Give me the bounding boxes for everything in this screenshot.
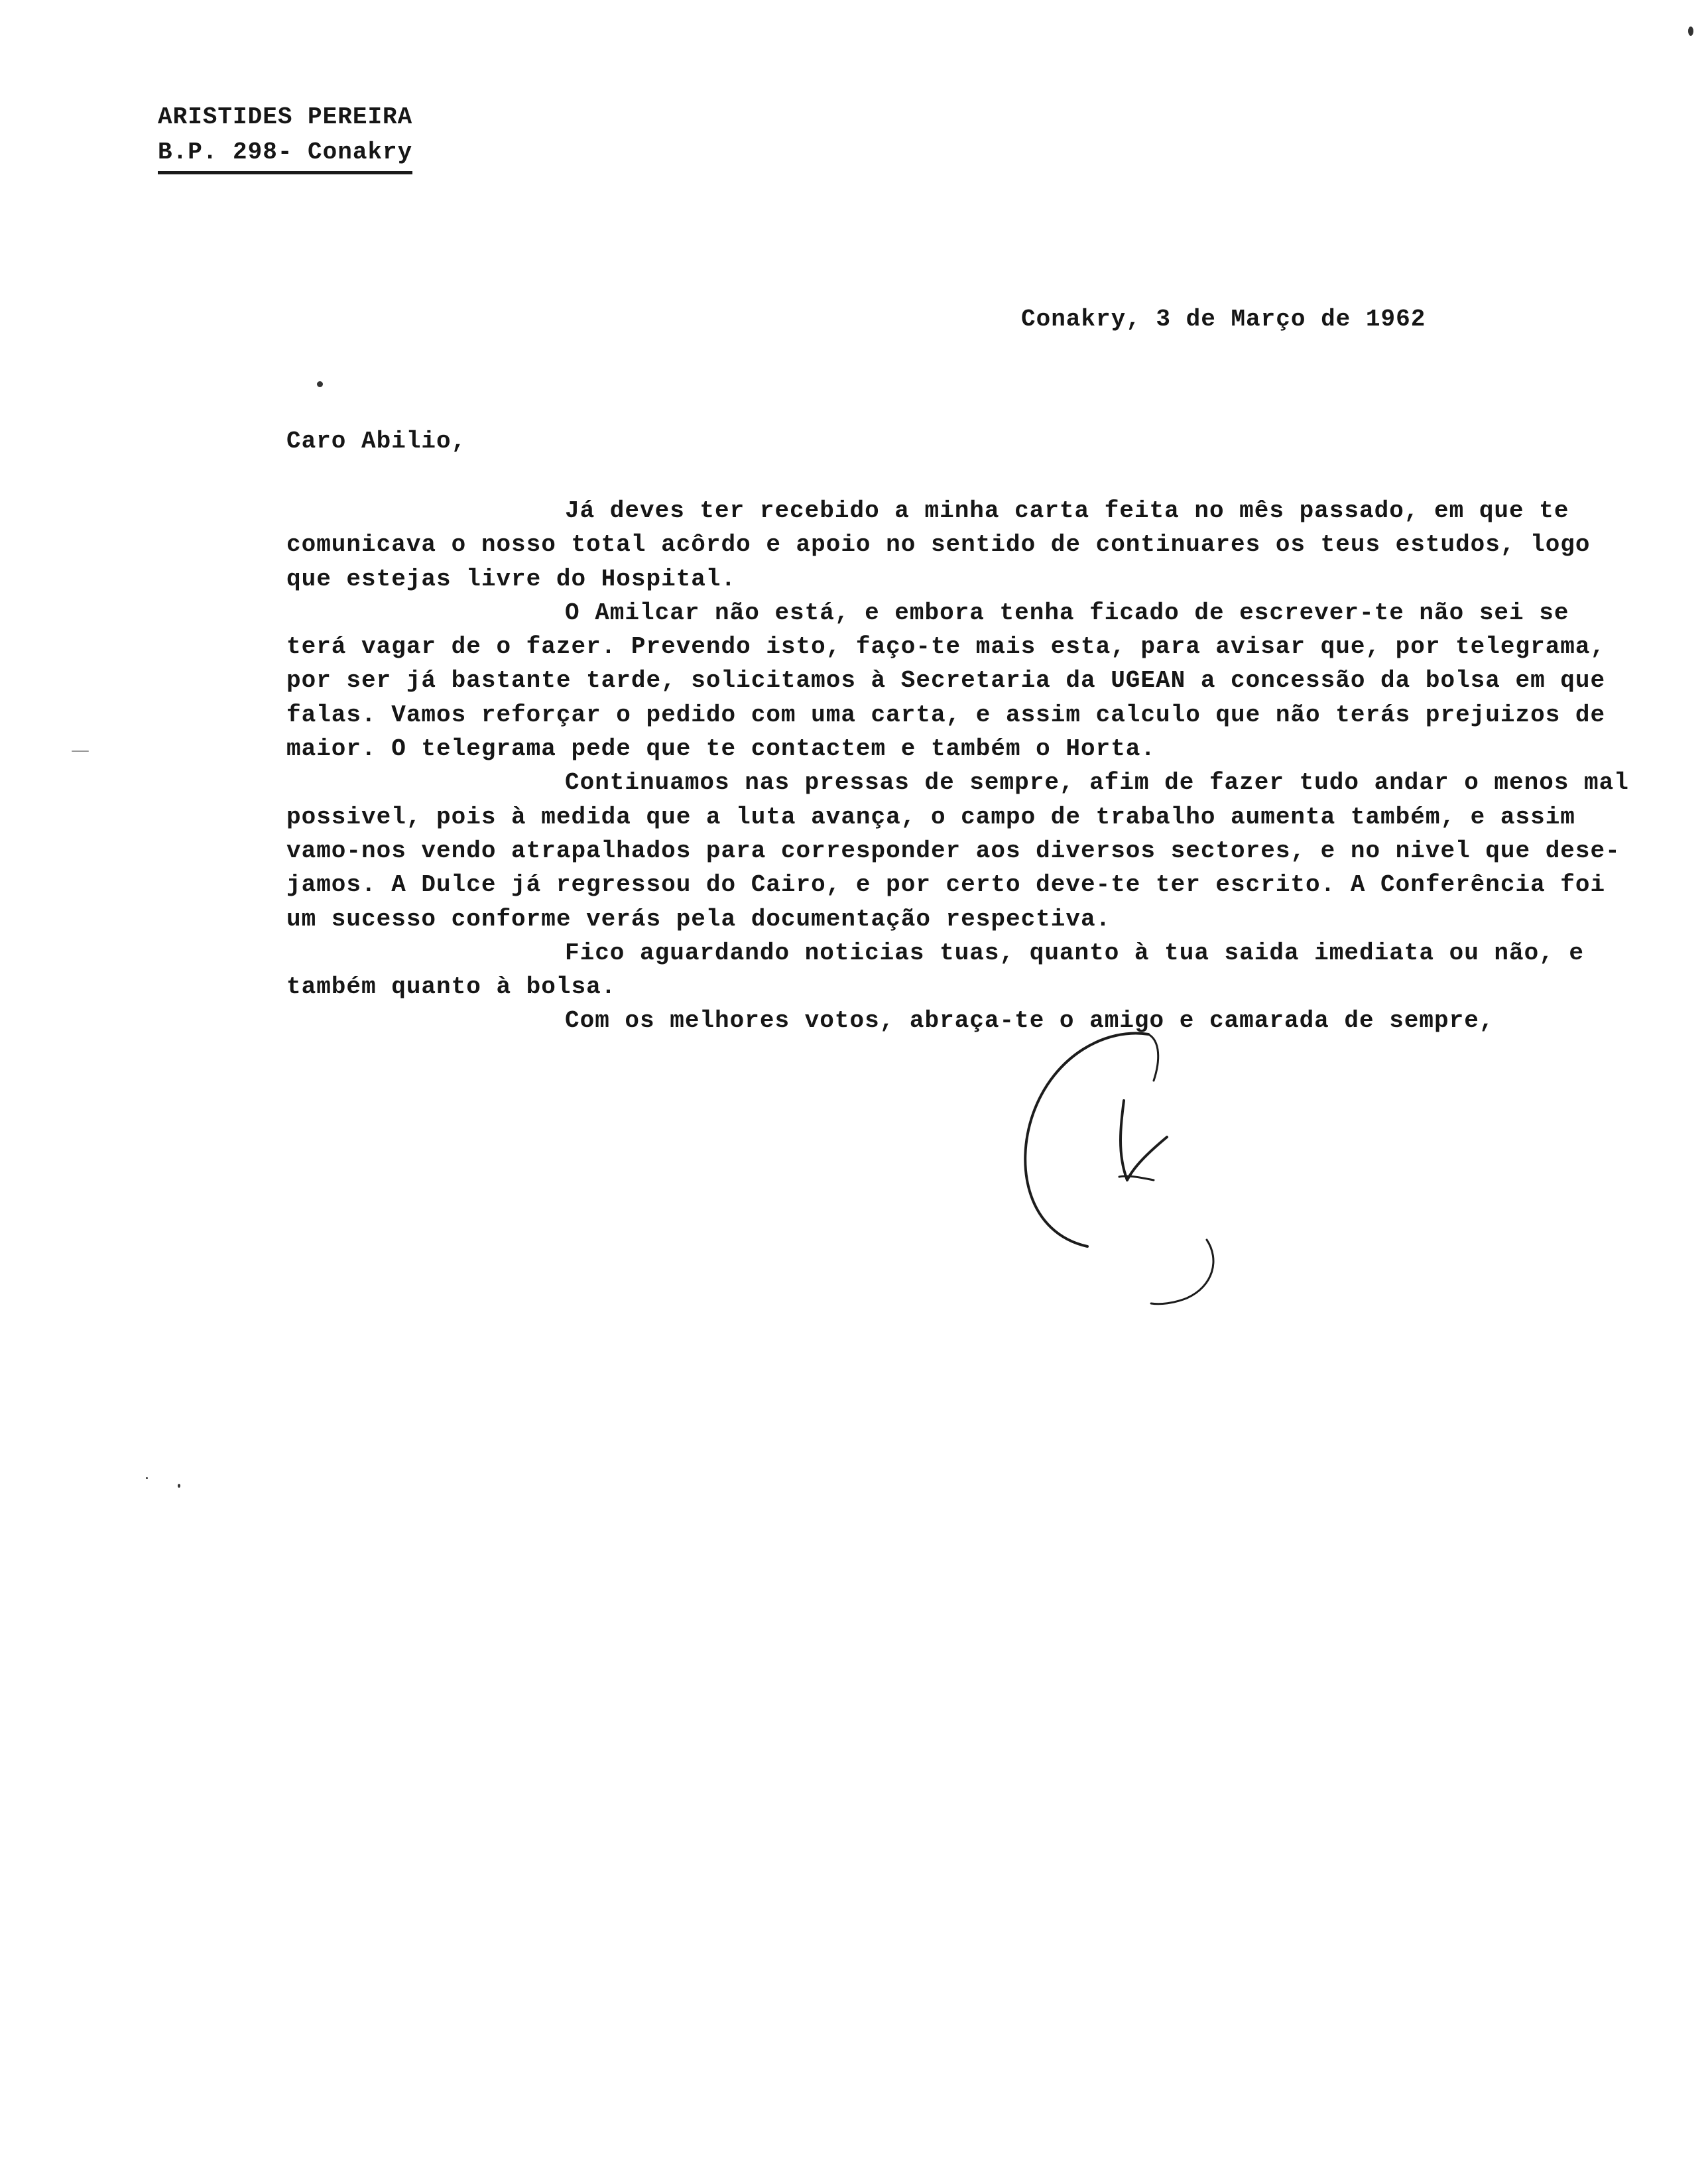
- body-line: vamo-nos vendo atrapalhados para corresponder aos diversos sectores, e no nivel que dese-: [286, 837, 1620, 865]
- body-line: possivel, pois à medida que a luta avança, o campo de trabalho aumenta também, e assim: [286, 803, 1575, 831]
- salutation: Caro Abilio,: [286, 428, 467, 455]
- body-line: O Amilcar não está, e embora tenha ficado de escrever-te não sei se: [565, 599, 1569, 627]
- body-line: Com os melhores votos, abraça-te o amigo e camarada de sempre,: [565, 1007, 1494, 1035]
- letter-body: [286, 494, 1685, 1038]
- body-line: Já deves ter recebido a minha carta feita no mês passado, em que te: [565, 497, 1569, 524]
- body-line: um sucesso conforme verás pela documentação respectiva.: [286, 905, 1111, 933]
- letter-date: Conakry, 3 de Março de 1962: [1021, 306, 1426, 333]
- sender-address: B.P. 298- Conakry: [158, 137, 412, 174]
- handwritten-signature: [995, 1021, 1260, 1326]
- paper-speck: [72, 751, 89, 752]
- body-line: jamos. A Dulce já regressou do Cairo, e por certo deve-te ter escrito. A Conferência foi: [286, 871, 1606, 899]
- body-line: Fico aguardando noticias tuas, quanto à tua saida imediata ou não, e: [565, 939, 1585, 967]
- paper-speck: [1688, 27, 1693, 36]
- body-line: que estejas livre do Hospital.: [286, 565, 737, 593]
- body-line: comunicava o nosso total acôrdo e apoio no sentido de continuares os teus estudos, logo: [286, 531, 1591, 559]
- body-line: também quanto à bolsa.: [286, 973, 617, 1001]
- body-line: Continuamos nas pressas de sempre, afim de fazer tudo andar o menos mal: [565, 769, 1629, 797]
- sender-name: ARISTIDES PEREIRA: [158, 103, 413, 131]
- body-line: maior. O telegrama pede que te contactem e também o Horta.: [286, 735, 1156, 763]
- body-line: falas. Vamos reforçar o pedido com uma carta, e assim calculo que não terás prejuizos de: [286, 701, 1606, 729]
- paper-speck: [178, 1484, 180, 1488]
- body-line: terá vagar de o fazer. Prevendo isto, faço-te mais esta, para avisar que, por telegrama,: [286, 633, 1606, 661]
- sender-block: [158, 98, 412, 175]
- body-line: por ser já bastante tarde, solicitamos à Secretaria da UGEAN a concessão da bolsa em que: [286, 667, 1606, 695]
- paper-speck: [317, 381, 323, 387]
- paper-speck: [146, 1477, 148, 1479]
